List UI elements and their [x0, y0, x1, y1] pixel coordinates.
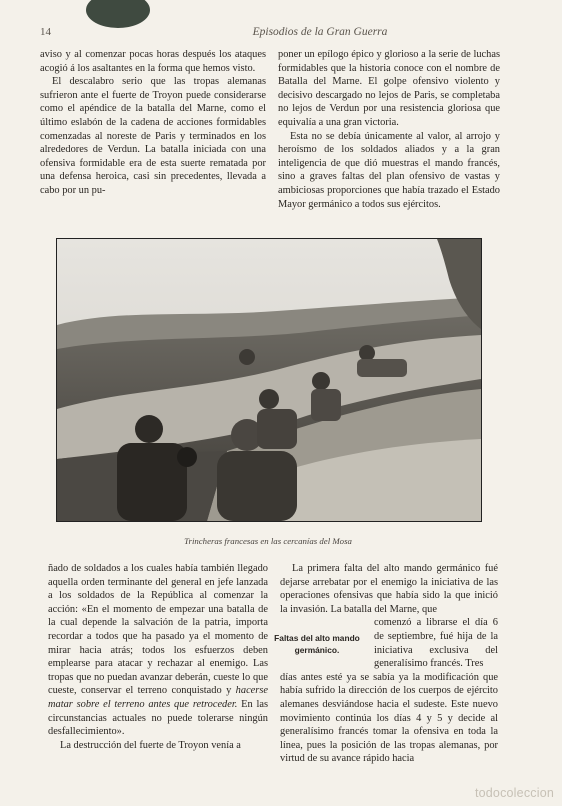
paragraph: días antes esté ya se sabía ya la modificación que había sufrido la dirección de los cuerpos de ejército alemanes desviándose hacia el sudeste. Este nuevo movimiento continúa los días 4 y 5 y decide al generalísimo francés tomar la ofensiva en toda la línea, pues la posición de las tropas alemanas, por virtud de su avance rápido hacia — [280, 671, 498, 765]
trench-photograph — [56, 238, 482, 522]
watermark: todocoleccion — [474, 786, 554, 800]
paragraph: aviso y al comenzar pocas horas después los ataques acogió á los asaltantes en la forma que hemos visto. — [40, 49, 266, 74]
photo-caption: Trincheras francesas en las cercanías del Mosa — [184, 536, 352, 546]
paragraph: La destrucción del fuerte de Troyon venía a — [60, 739, 241, 751]
paragraph: Esta no se debía únicamente al valor, al arrojo y heroísmo de los soldados aliados y a la gran inteligencia de que dió muestras el mando francés, sino a graves faltas del plan ofensivo de vastas y ambiciosas proporciones que había trazado el Estado Mayor germánico a todos sus ejércitos. — [278, 130, 500, 210]
page-number: 14 — [40, 26, 51, 38]
paragraph-text: En las circunstancias actuales no puede tolerarse ningún desfallecimiento». — [48, 698, 269, 738]
emphasized-text: hacerse matar sobre el terreno antes que retroceder. — [48, 685, 268, 710]
paragraph: El descalabro serio que las tropas alemanas sufrieron ante el fuerte de Troyon puede considerarse como el apéndice de la batalla del Marne, como el último eslabón de la cadena de acciones formidables comenzadas al noreste de Paris y terminados en los alrededores de Verdun. La batalla iniciada con una ofensiva formidable era de esta suerte rematada por una defensa heroica, casi sin precedentes, llevada a cabo por un pu- — [40, 76, 266, 196]
paragraph — [48, 562, 268, 739]
paragraph-text: ñado de soldados a los cuales había también llegado aquella orden terminante del general en jefe lanzada a los soldados de la República al comenzar la acción: «En el momento de empezar una batalla de la cual depende la salvación de la patria, importa recordar a todos que ha pasado ya el momento de mirar hacia atrás; todos los esfuerzos deben emplearse para atacar y rechazar al enemigo. Las tropas que no puedan avanzar deberán, cueste lo que cueste, conservar el terreno conquistado y — [48, 563, 268, 697]
column-top-left — [40, 48, 266, 198]
column-bottom-right — [280, 562, 498, 766]
column-top-right — [278, 48, 500, 211]
running-title: Episodios de la Gran Guerra — [252, 26, 388, 38]
paragraph-wrapped: comenzó a librarse el día 6 de septiembre, fué hija de la iniciativa exclusiva del generalísimo francés. Tres — [374, 617, 498, 670]
paragraph: poner un epílogo épico y glorioso a la serie de luchas formidables que la historia conoce con el nombre de Batalla del Marne. El golpe ofensivo violento y decisivo descargado no lejos de Paris, se completaba no lejos de Verdun por una resistencia gloriosa que equivalía a una gran victoria. — [278, 49, 500, 128]
margin-note: Faltas del alto mando germánico. — [274, 633, 360, 655]
column-bottom-left — [48, 562, 268, 752]
paragraph: La primera falta del alto mando germánico fué dejarse arrebatar por el enemigo la iniciativa de las operaciones ofensivas que había sido la que inició la invasión. La batalla del Marne, que — [280, 563, 498, 615]
binder-hole — [86, 0, 150, 28]
page-header — [40, 26, 520, 42]
